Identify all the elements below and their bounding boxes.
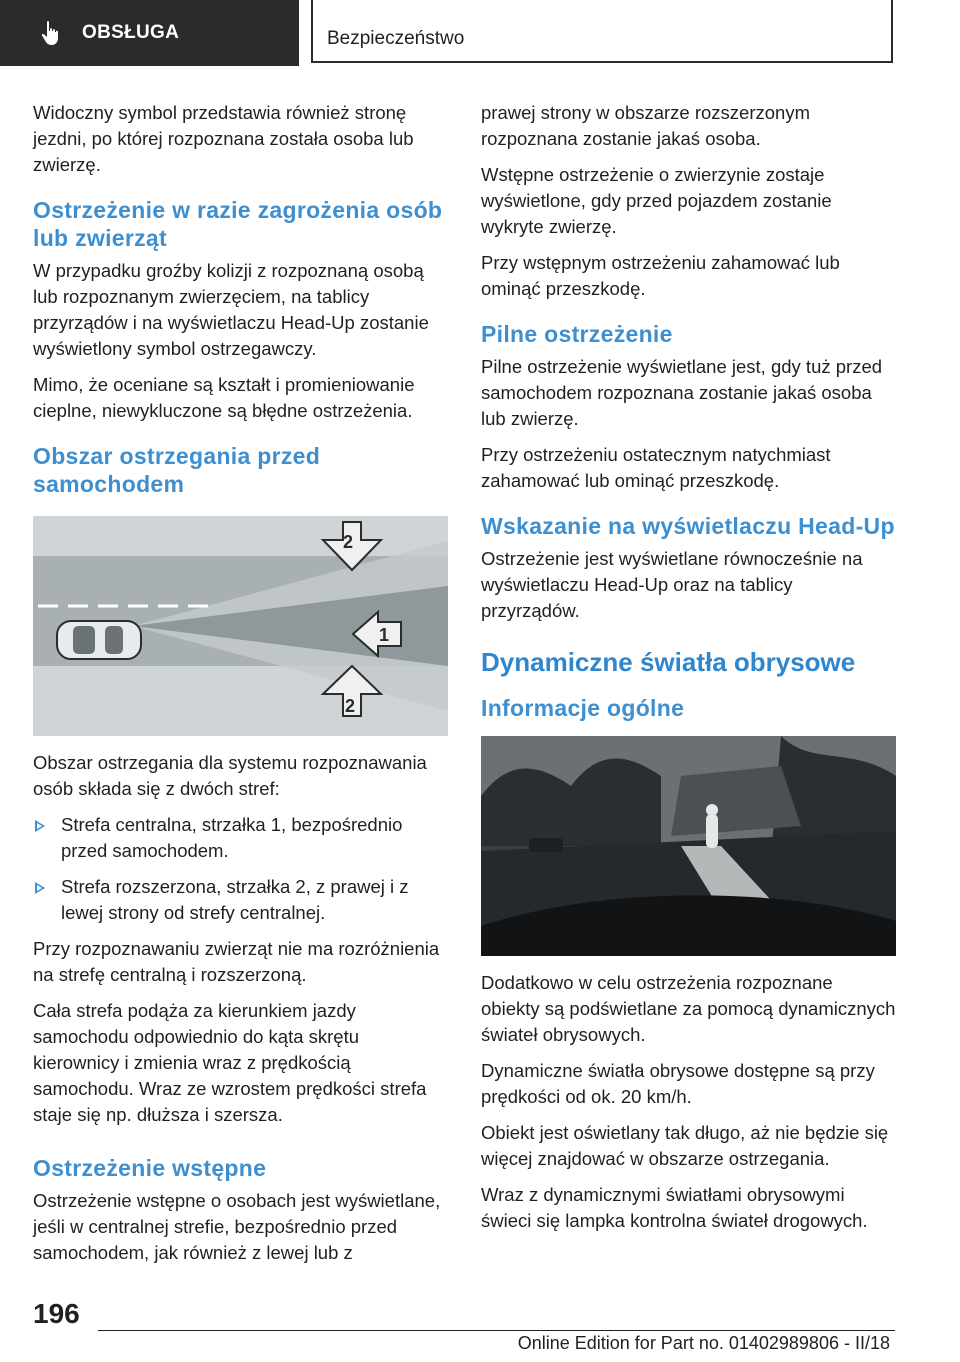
left-column xyxy=(33,100,448,1276)
paragraph: Wstępne ostrzeżenie o zwierzynie zostaje wyświetlone, gdy przed pojazdem zostanie wykryte zwierzę. xyxy=(481,164,832,237)
arrow-2-bottom-label: 2 xyxy=(345,696,356,716)
paragraph: Przy wstępnym ostrzeżeniu zahamować lub ominąć przeszkodę. xyxy=(481,252,840,299)
paragraph: Pilne ostrzeżenie wyświetlane jest, gdy tuż przed samochodem rozpoznana zostanie jakaś osoba lub zwierzę. xyxy=(481,356,883,429)
chapter-tab[interactable] xyxy=(0,0,299,66)
heading-general-info: Informacje ogólne xyxy=(481,695,685,721)
paragraph: Ostrzeżenie jest wyświetlane równocześnie na wyświetlaczu Head-Up oraz na tablicy przyrządów. xyxy=(481,548,863,621)
heading-warning-area: Obszar ostrzegania przed samochodem xyxy=(33,443,321,497)
heading-danger-warning: Ostrzeżenie w razie zagrożenia osób lub zwierząt xyxy=(33,197,443,251)
hand-pointer-icon xyxy=(40,20,62,46)
paragraph: Obszar ostrzegania dla systemu rozpoznawania osób składa się z dwóch stref: xyxy=(33,752,427,799)
paragraph: Dynamiczne światła obrysowe dostępne są przy prędkości od ok. 20 km/h. xyxy=(481,1060,875,1107)
paragraph: W przypadku groźby kolizji z rozpoznaną osobą lub rozpoznanym zwierzęciem, na tablicy przyrządów i na wyświetlaczu Head-Up zostanie wyświetlony symbol ostrzegawczy. xyxy=(33,260,429,359)
edition-text: Online Edition for Part no. 01402989806 - II/18 xyxy=(517,1333,890,1353)
paragraph: Ostrzeżenie wstępne o osobach jest wyświetlane, jeśli w centralnej strefie, bezpośrednio przed samochodem, jak również z lewej lub z xyxy=(33,1190,441,1263)
paragraph: Obiekt jest oświetlany tak długo, aż nie będzie się więcej znajdować w obszarze ostrzegania. xyxy=(481,1122,889,1169)
heading-urgent-warning: Pilne ostrzeżenie xyxy=(481,321,673,347)
triangle-bullet-icon xyxy=(35,882,45,894)
footer-divider xyxy=(98,1330,895,1331)
list-item: Strefa rozszerzona, strzałka 2, z prawej i z lewej strony od strefy centralnej. xyxy=(33,874,448,926)
heading-dynamic-lights: Dynamiczne światła obrysowe xyxy=(481,647,856,677)
chapter-tab-label: OBSŁUGA xyxy=(82,22,180,43)
paragraph: Przy ostrzeżeniu ostatecznym natychmiast zahamować lub ominąć przeszkodę. xyxy=(481,444,831,491)
right-column xyxy=(481,100,896,1244)
heading-hud: Wskazanie na wyświetlaczu Head-Up xyxy=(481,513,895,539)
paragraph: Przy rozpoznawaniu zwierząt nie ma rozróżnienia na strefę centralną i rozszerzoną. xyxy=(33,938,440,985)
night-road-photo xyxy=(481,736,896,956)
pedestrian xyxy=(706,814,718,848)
section-header xyxy=(311,0,893,63)
arrow-2-top-label: 2 xyxy=(343,532,354,552)
list-item: Strefa centralna, strzałka 1, bezpośrednio przed samochodem. xyxy=(33,812,448,864)
heading-pre-warning: Ostrzeżenie wstępne xyxy=(33,1155,267,1181)
paragraph: Cała strefa podąża za kierunkiem jazdy samochodu odpowiednio do kąta skrętu kierownicy i zmienia wraz z prędkością samochodu. Wraz ze wzrostem prędkości strefa staje się np. dłuższa i szersza. xyxy=(33,1000,427,1125)
warning-area-diagram xyxy=(33,516,448,736)
paragraph: prawej strony w obszarze rozszerzonym rozpoznana zostanie jakaś osoba. xyxy=(481,102,810,149)
paragraph: Mimo, że oceniane są kształt i promieniowanie cieplne, niewykluczone są błędne ostrzeżenia. xyxy=(33,374,415,421)
paragraph: Wraz z dynamicznymi światłami obrysowymi świeci się lampka kontrolna świateł drogowych. xyxy=(481,1184,868,1231)
section-title: Bezpieczeństwo xyxy=(327,28,465,49)
page-number: 196 xyxy=(33,1298,80,1329)
paragraph: Widoczny symbol przedstawia również stronę jezdni, po której rozpoznana została osoba lub zwierzę. xyxy=(33,102,414,175)
arrow-1-label: 1 xyxy=(379,625,390,645)
zone-list xyxy=(33,812,448,926)
car-icon xyxy=(57,621,141,659)
triangle-bullet-icon xyxy=(35,820,45,832)
paragraph: Dodatkowo w celu ostrzeżenia rozpoznane obiekty są podświetlane za pomocą dynamicznych świateł obrysowych. xyxy=(481,972,896,1045)
